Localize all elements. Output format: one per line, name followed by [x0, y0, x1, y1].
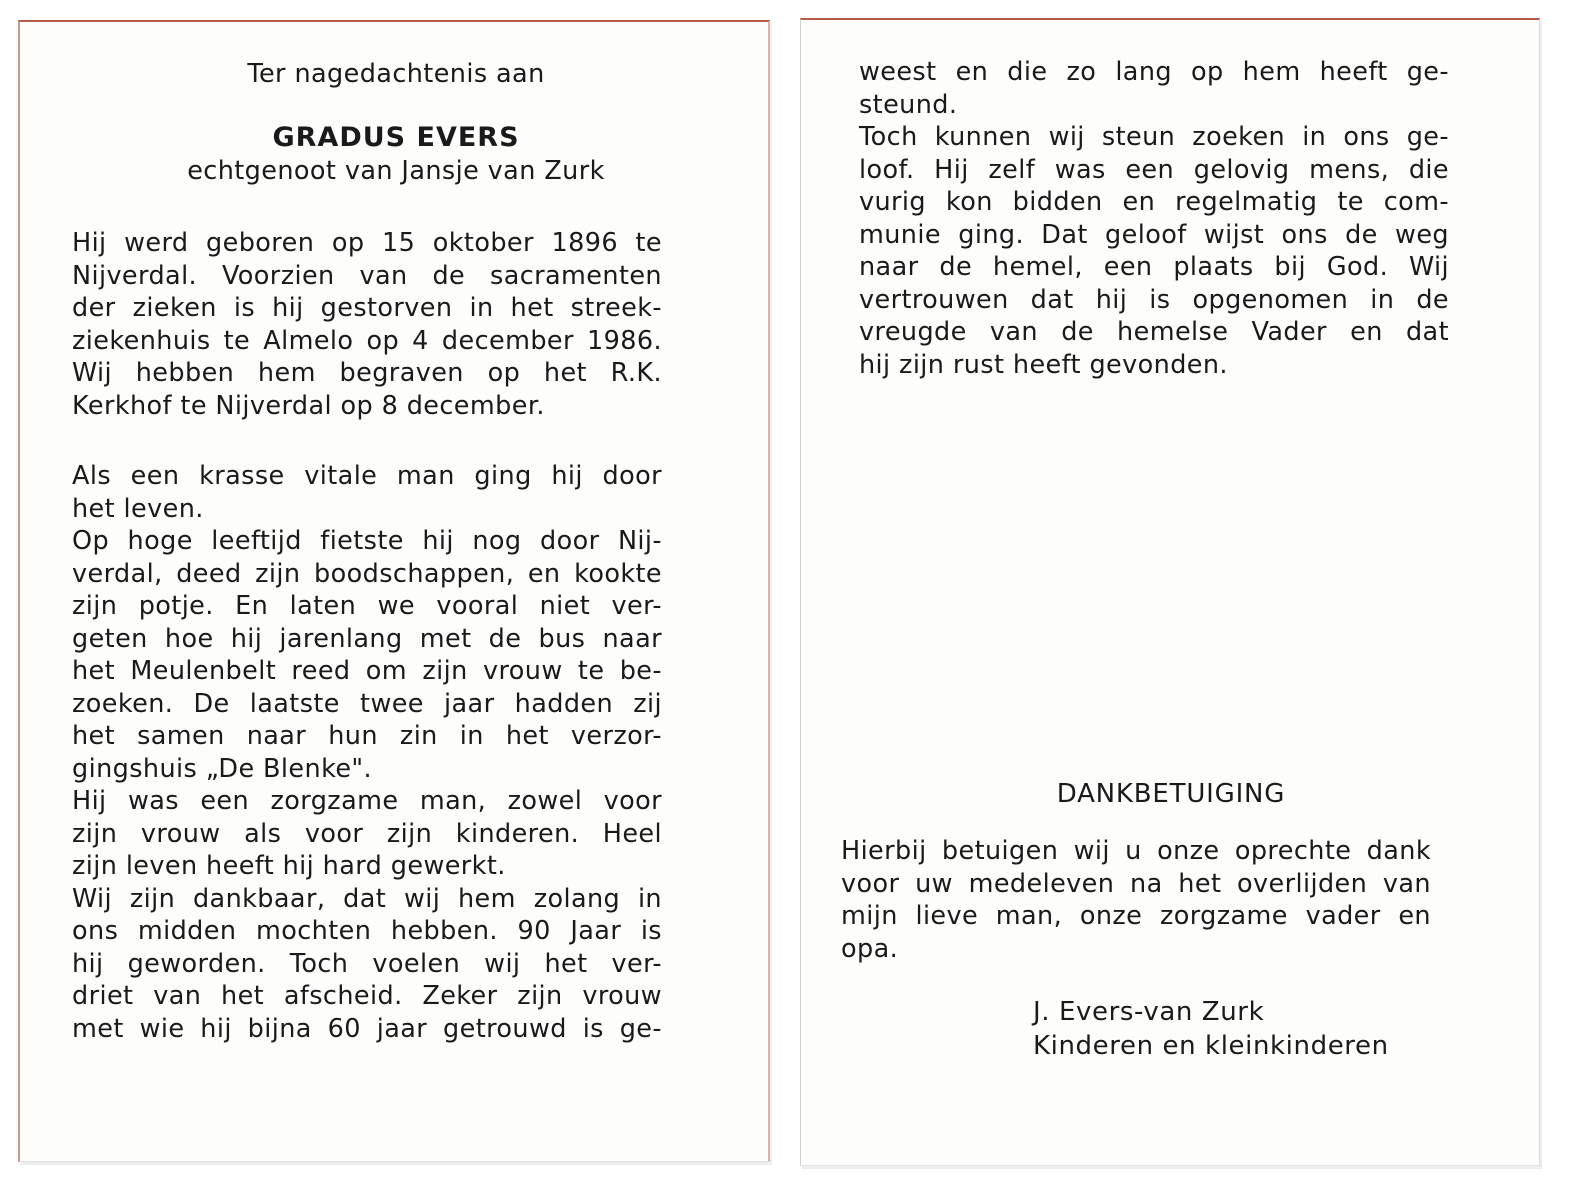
text-line: gingshuis „De Blenke".	[72, 753, 373, 784]
signature-block	[1033, 995, 1453, 1063]
text-line: Wij zijn dankbaar, dat wij hem zolang in	[72, 883, 662, 914]
intro-text: Ter nagedachtenis aan	[247, 59, 545, 89]
text-line: zijn potje. En laten we vooral niet ver-	[72, 591, 662, 621]
text-line: ziekenhuis te Almelo op 4 december 1986.	[72, 325, 662, 356]
text-line: driet van het afscheid. Zeker zijn vrouw	[72, 981, 662, 1011]
text-line: het Meulenbelt reed om zijn vrouw te be-	[72, 656, 662, 686]
text-line: geten hoe hij jarenlang met de bus naar	[72, 623, 662, 654]
text-line: weest en die zo lang op hem heeft ge-	[859, 57, 1449, 87]
text-line: zijn vrouw als voor zijn kinderen. Heel	[72, 818, 662, 849]
text-line: hij geworden. Toch voelen wij het ver-	[72, 948, 662, 979]
signature-name: J. Evers-van Zurk	[1033, 997, 1265, 1027]
text-line: verdal, deed zijn boodschappen, en kookte	[72, 558, 662, 589]
spouse-line: echtgenoot van Jansje van Zurk	[187, 156, 605, 186]
text-line: Hij was een zorgzame man, zowel voor	[72, 786, 662, 816]
faith-paragraph	[859, 56, 1449, 381]
thanks-heading: DANKBETUIGING	[1056, 779, 1286, 809]
text-line: ons midden mochten hebben. 90 Jaar is	[72, 916, 662, 946]
text-line: Kerkhof te Nijverdal op 8 december.	[72, 390, 545, 421]
text-line: het samen naar hun zin in het verzor-	[72, 721, 662, 751]
memorial-card-left	[18, 20, 770, 1162]
text-line: vertrouwen dat hij is opgenomen in de	[859, 284, 1449, 315]
biography-paragraph	[72, 227, 662, 422]
text-line: steund.	[859, 89, 958, 120]
memorial-card-right	[800, 18, 1540, 1166]
text-line: Wij hebben hem begraven op het R.K.	[72, 358, 662, 388]
signature-family: Kinderen en kleinkinderen	[1033, 1031, 1389, 1061]
life-story-paragraph	[72, 460, 662, 1045]
text-line: met wie hij bijna 60 jaar getrouwd is ge-	[72, 1013, 662, 1044]
text-line: loof. Hij zelf was een gelovig mens, die	[859, 154, 1449, 185]
text-line: munie ging. Dat geloof wijst ons de weg	[859, 219, 1449, 250]
text-line: vreugde van de hemelse Vader en dat	[859, 317, 1449, 347]
text-line: het leven.	[72, 493, 204, 524]
text-line: naar de hemel, een plaats bij God. Wij	[859, 252, 1449, 282]
text-line: zijn leven heeft hij hard gewerkt.	[72, 851, 506, 881]
text-line: vurig kon bidden en regelmatig te com-	[859, 187, 1449, 217]
text-line: Hij werd geboren op 15 oktober 1896 te	[72, 228, 662, 258]
thanks-paragraph	[841, 835, 1431, 965]
text-line: Nijverdal. Voorzien van de sacramenten	[72, 260, 662, 291]
text-line: voor uw medeleven na het overlijden van	[841, 868, 1431, 899]
text-line: der zieken is hij gestorven in het streek-	[72, 293, 662, 323]
text-line: Toch kunnen wij steun zoeken in ons ge-	[859, 122, 1449, 152]
text-line: hij zijn rust heeft gevonden.	[859, 349, 1228, 380]
deceased-name: GRADUS EVERS	[272, 122, 520, 153]
text-line: Hierbij betuigen wij u onze oprechte dank	[841, 836, 1431, 866]
text-line: Op hoge leeftijd fietste hij nog door Nij-	[72, 526, 662, 556]
text-line: mijn lieve man, onze zorgzame vader en	[841, 901, 1431, 931]
text-line: opa.	[841, 933, 899, 964]
text-line: Als een krasse vitale man ging hij door	[72, 461, 662, 491]
text-line: zoeken. De laatste twee jaar hadden zij	[72, 688, 662, 719]
